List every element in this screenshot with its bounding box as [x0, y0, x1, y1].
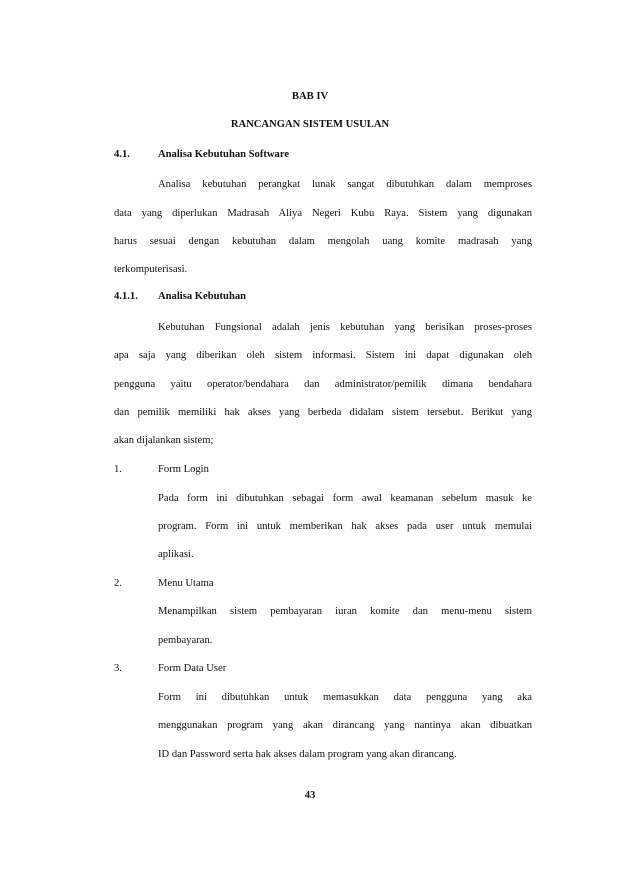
list-item-title: Form Login	[158, 464, 209, 475]
paragraph-line: akan dijalankan sistem;	[114, 435, 214, 446]
paragraph-line: harus sesuai dengan kebutuhan dalam mengolah uang komite madrasah yang	[114, 236, 532, 247]
list-item-number: 3.	[114, 663, 122, 674]
paragraph-line: Kebutuhan Fungsional adalah jenis kebutuhan yang berisikan proses-proses	[158, 322, 532, 333]
list-item-line: aplikasi.	[158, 549, 194, 560]
paragraph-line: data yang diperlukan Madrasah Aliya Negeri Kubu Raya. Sistem yang digunakan	[114, 208, 532, 219]
list-item-line: Pada form ini dibutuhkan sebagai form awal keamanan sebelum masuk ke	[158, 493, 532, 504]
subsection-number: 4.1.1.	[114, 291, 138, 302]
list-item-line: Form ini dibutuhkan untuk memasukkan data pengguna yang aka	[158, 692, 532, 703]
list-item-line: menggunakan program yang akan dirancang yang nantinya akan dibuatkan	[158, 720, 532, 731]
paragraph-line: terkomputerisasi.	[114, 264, 188, 275]
subsection-title: Analisa Kebutuhan	[158, 291, 247, 302]
chapter-heading: BAB IV	[291, 91, 329, 102]
page-number: 43	[304, 790, 316, 801]
list-item-title: Form Data User	[158, 663, 227, 674]
section-number: 4.1.	[114, 149, 130, 160]
section-title: Analisa Kebutuhan Software	[158, 149, 290, 160]
list-item-title: Menu Utama	[158, 578, 214, 589]
list-item-number: 2.	[114, 578, 122, 589]
list-item-line: ID dan Password serta hak akses dalam program yang akan dirancang.	[158, 749, 457, 760]
paragraph-line: pengguna yaitu operator/bendahara dan administrator/pemilik dimana bendahara	[114, 379, 532, 390]
chapter-title: RANCANGAN SISTEM USULAN	[230, 119, 390, 130]
list-item-line: program. Form ini untuk memberikan hak akses pada user untuk memulai	[158, 521, 532, 532]
list-item-number: 1.	[114, 464, 122, 475]
list-item-line: Menampilkan sistem pembayaran iuran komite dan menu-menu sistem	[158, 606, 532, 617]
paragraph-line: apa saja yang diberikan oleh sistem informasi. Sistem ini dapat digunakan oleh	[114, 350, 532, 361]
paragraph-line: dan pemilik memiliki hak akses yang berbeda didalam sistem tersebut. Berikut yang	[114, 407, 532, 418]
paragraph-line: Analisa kebutuhan perangkat lunak sangat dibutuhkan dalam memproses	[158, 179, 532, 190]
list-item-line: pembayaran.	[158, 635, 213, 646]
